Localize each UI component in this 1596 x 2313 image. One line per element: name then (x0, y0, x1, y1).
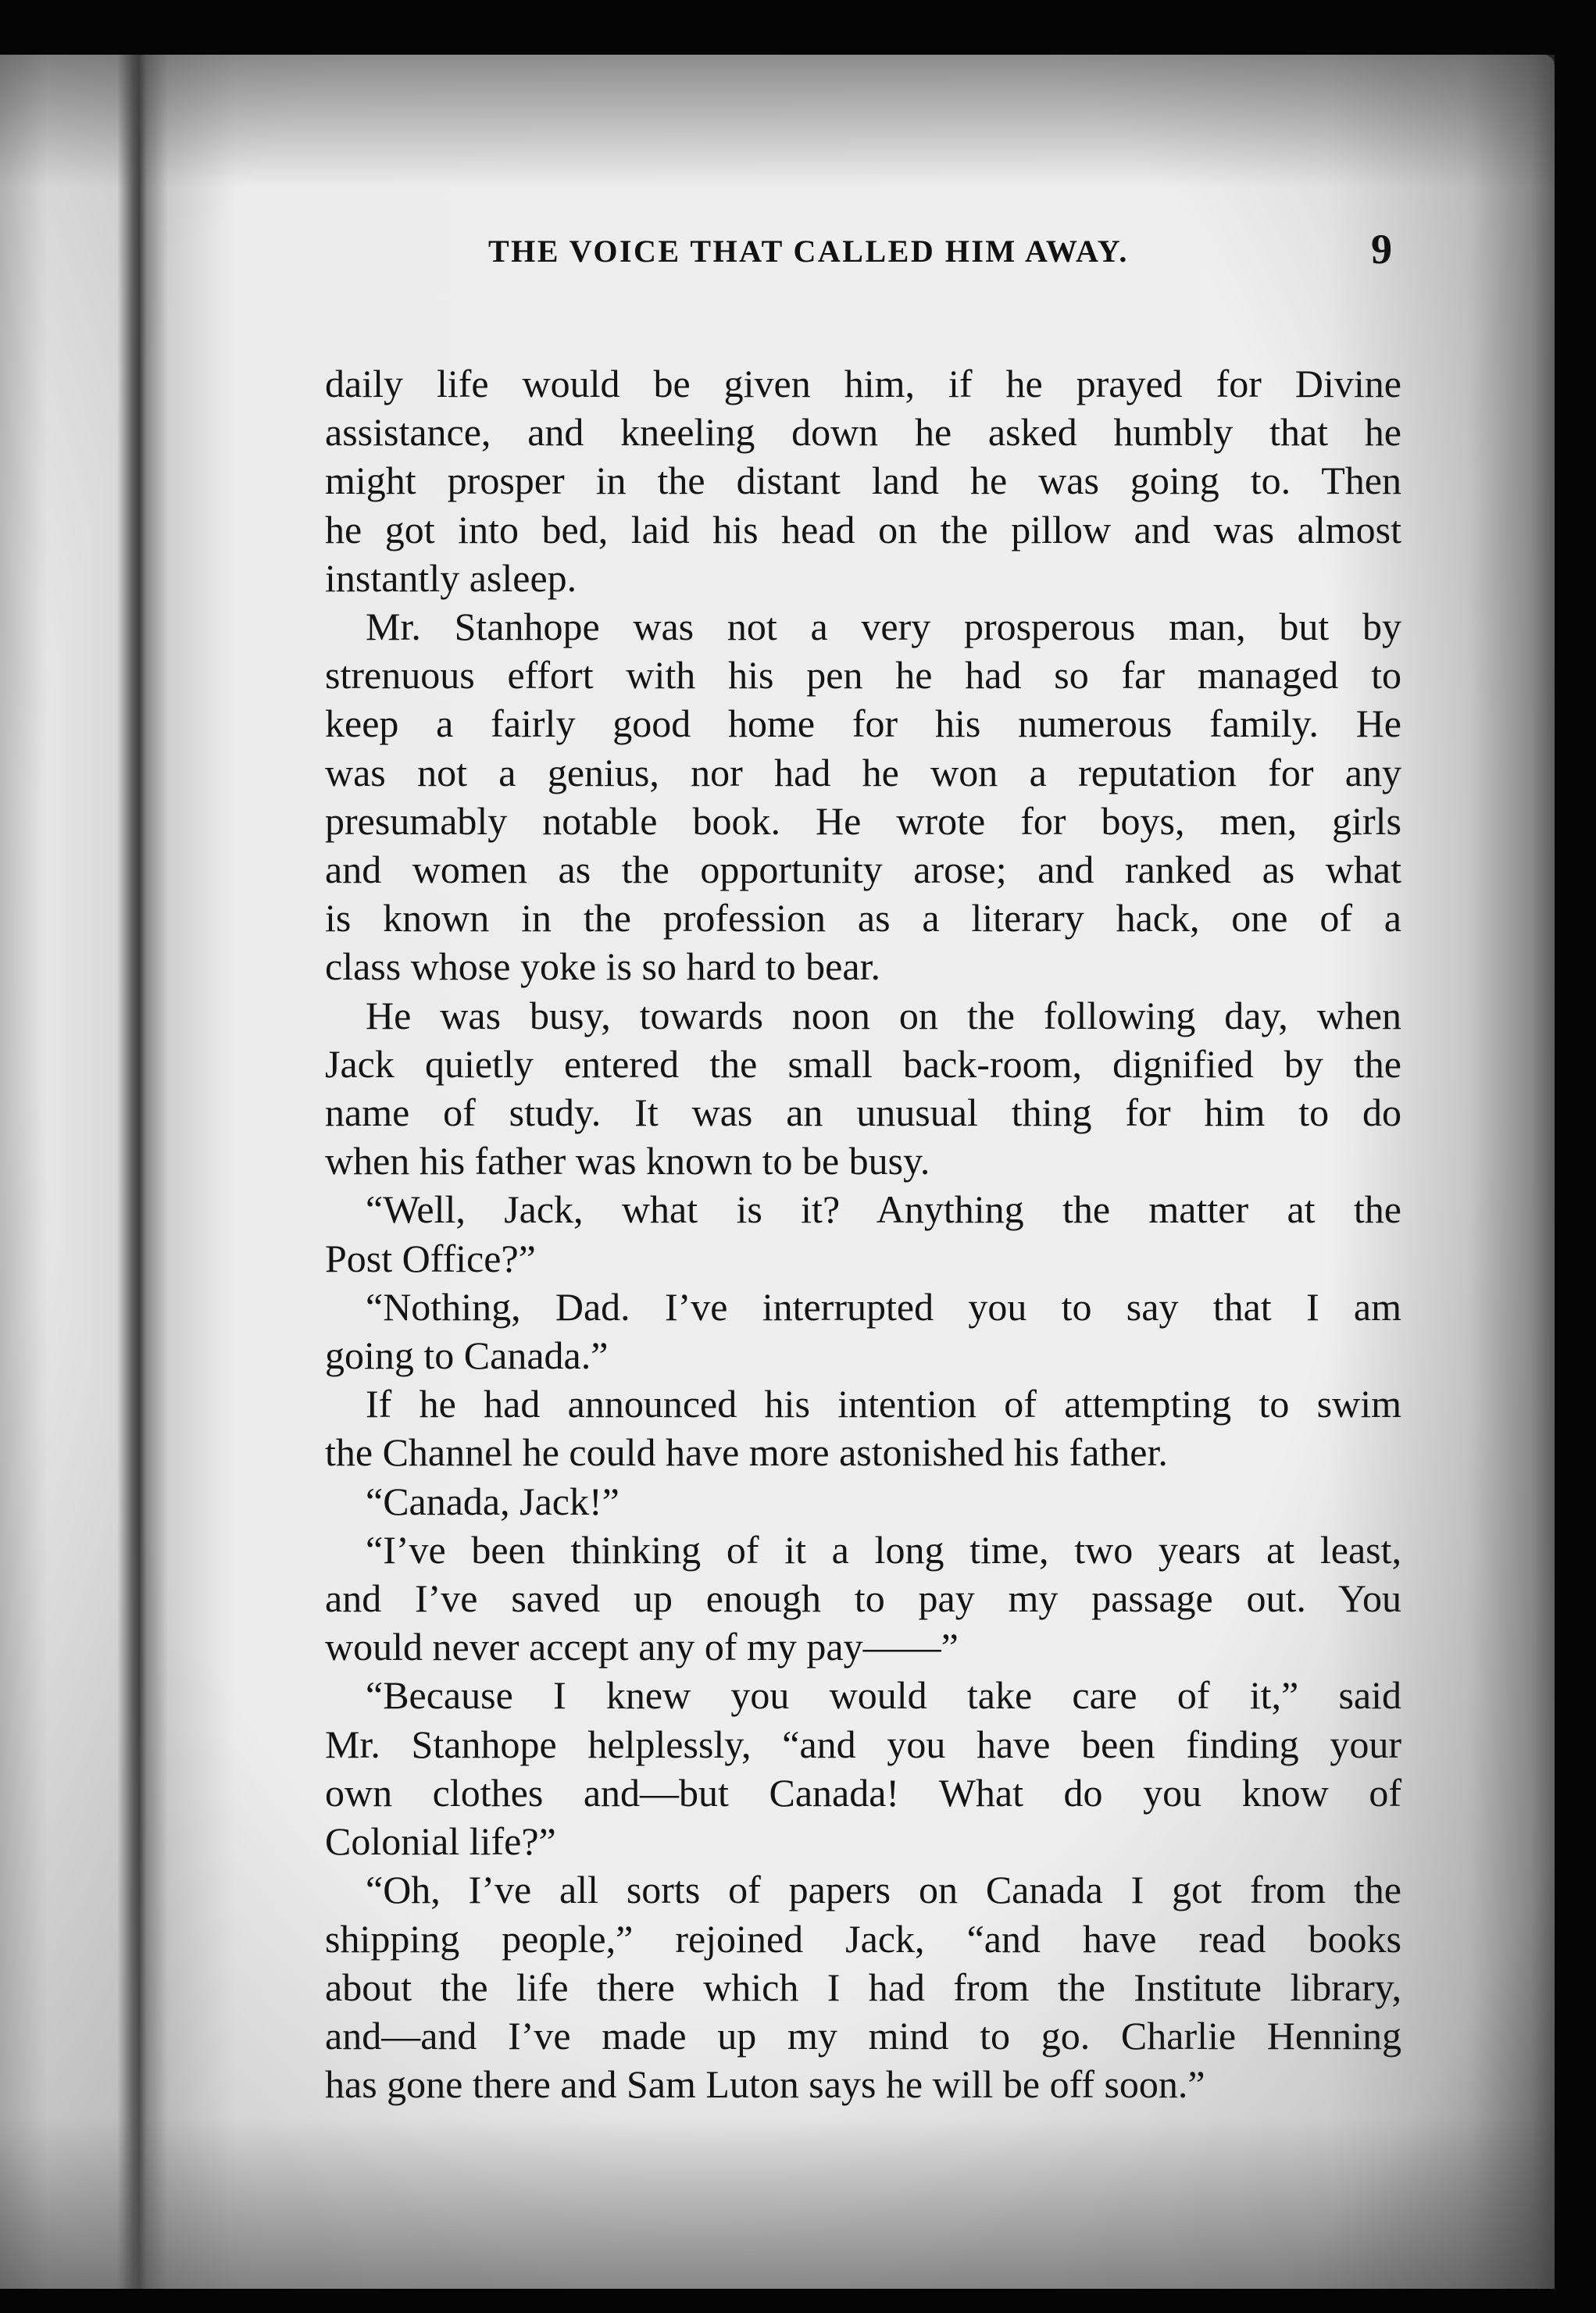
text-line: class whose yoke is so hard to bear. (325, 944, 880, 989)
text-line: he got into bed, laid his head on the pillow and was almost (325, 507, 1401, 551)
text-line: “Because I knew you would take care of it,” said (366, 1673, 1401, 1718)
text-line: is known in the profession as a literary hack, one of a (325, 896, 1401, 941)
text-line: would never accept any of my pay——” (325, 1625, 959, 1669)
text-line: assistance, and kneeling down he asked humbly that he (325, 410, 1401, 455)
text-line: If he had announced his intention of attempting to swim (366, 1382, 1401, 1426)
text-line: and—and I’ve made up my mind to go. Charlie Henning (325, 2013, 1401, 2058)
text-line: “Canada, Jack!” (366, 1479, 619, 1523)
text-line: keep a fairly good home for his numerous family. He (325, 701, 1401, 746)
text-line: might prosper in the distant land he was going to. Then (325, 459, 1401, 503)
text-line: about the life there which I had from the Institute library, (325, 1965, 1401, 2009)
text-line: Mr. Stanhope was not a very prosperous man, but by (366, 605, 1401, 649)
text-line: Colonial life?” (325, 1819, 556, 1864)
text-line: going to Canada.” (325, 1333, 609, 1378)
text-line: daily life would be given him, if he prayed for Divine (325, 362, 1401, 405)
text-line: “Well, Jack, what is it? Anything the matter at the (366, 1187, 1401, 1232)
text-line: was not a genius, nor had he won a reputation for any (325, 750, 1401, 794)
text-line: Post Office?” (325, 1236, 536, 1280)
text-line: He was busy, towards noon on the following day, when (366, 993, 1401, 1037)
text-line: Jack quietly entered the small back-room, dignified by the (325, 1041, 1401, 1086)
text-line: “Oh, I’ve all sorts of papers on Canada I got from the (366, 1868, 1401, 1912)
text-line: and women as the opportunity arose; and ranked as what (325, 848, 1401, 892)
text-line: instantly asleep. (325, 555, 577, 600)
text-line: Mr. Stanhope helplessly, “and you have been finding your (325, 1722, 1401, 1766)
text-line: and I’ve saved up enough to pay my passage out. You (325, 1576, 1401, 1621)
text-line: the Channel he could have more astonished his father. (325, 1430, 1168, 1475)
book-page (0, 55, 1555, 2289)
text-line: shipping people,” rejoined Jack, “and have read books (325, 1916, 1401, 1961)
text-line: own clothes and—but Canada! What do you know of (325, 1770, 1401, 1815)
text-line: presumably notable book. He wrote for boys, men, girls (325, 798, 1401, 843)
body-text (325, 359, 1401, 2108)
page-number: 9 (1371, 226, 1392, 273)
text-line: strenuous effort with his pen he had so far managed to (325, 653, 1401, 698)
running-header: THE VOICE THAT CALLED HIM AWAY. (488, 234, 1129, 269)
text-line: when his father was known to be busy. (325, 1139, 930, 1183)
text-line: name of study. It was an unusual thing for him to do (325, 1090, 1401, 1135)
text-line: has gone there and Sam Luton says he will be off soon.” (325, 2062, 1205, 2107)
text-line: “Nothing, Dad. I’ve interrupted you to say that I am (366, 1284, 1401, 1329)
text-line: “I’ve been thinking of it a long time, two years at least, (366, 1527, 1401, 1572)
